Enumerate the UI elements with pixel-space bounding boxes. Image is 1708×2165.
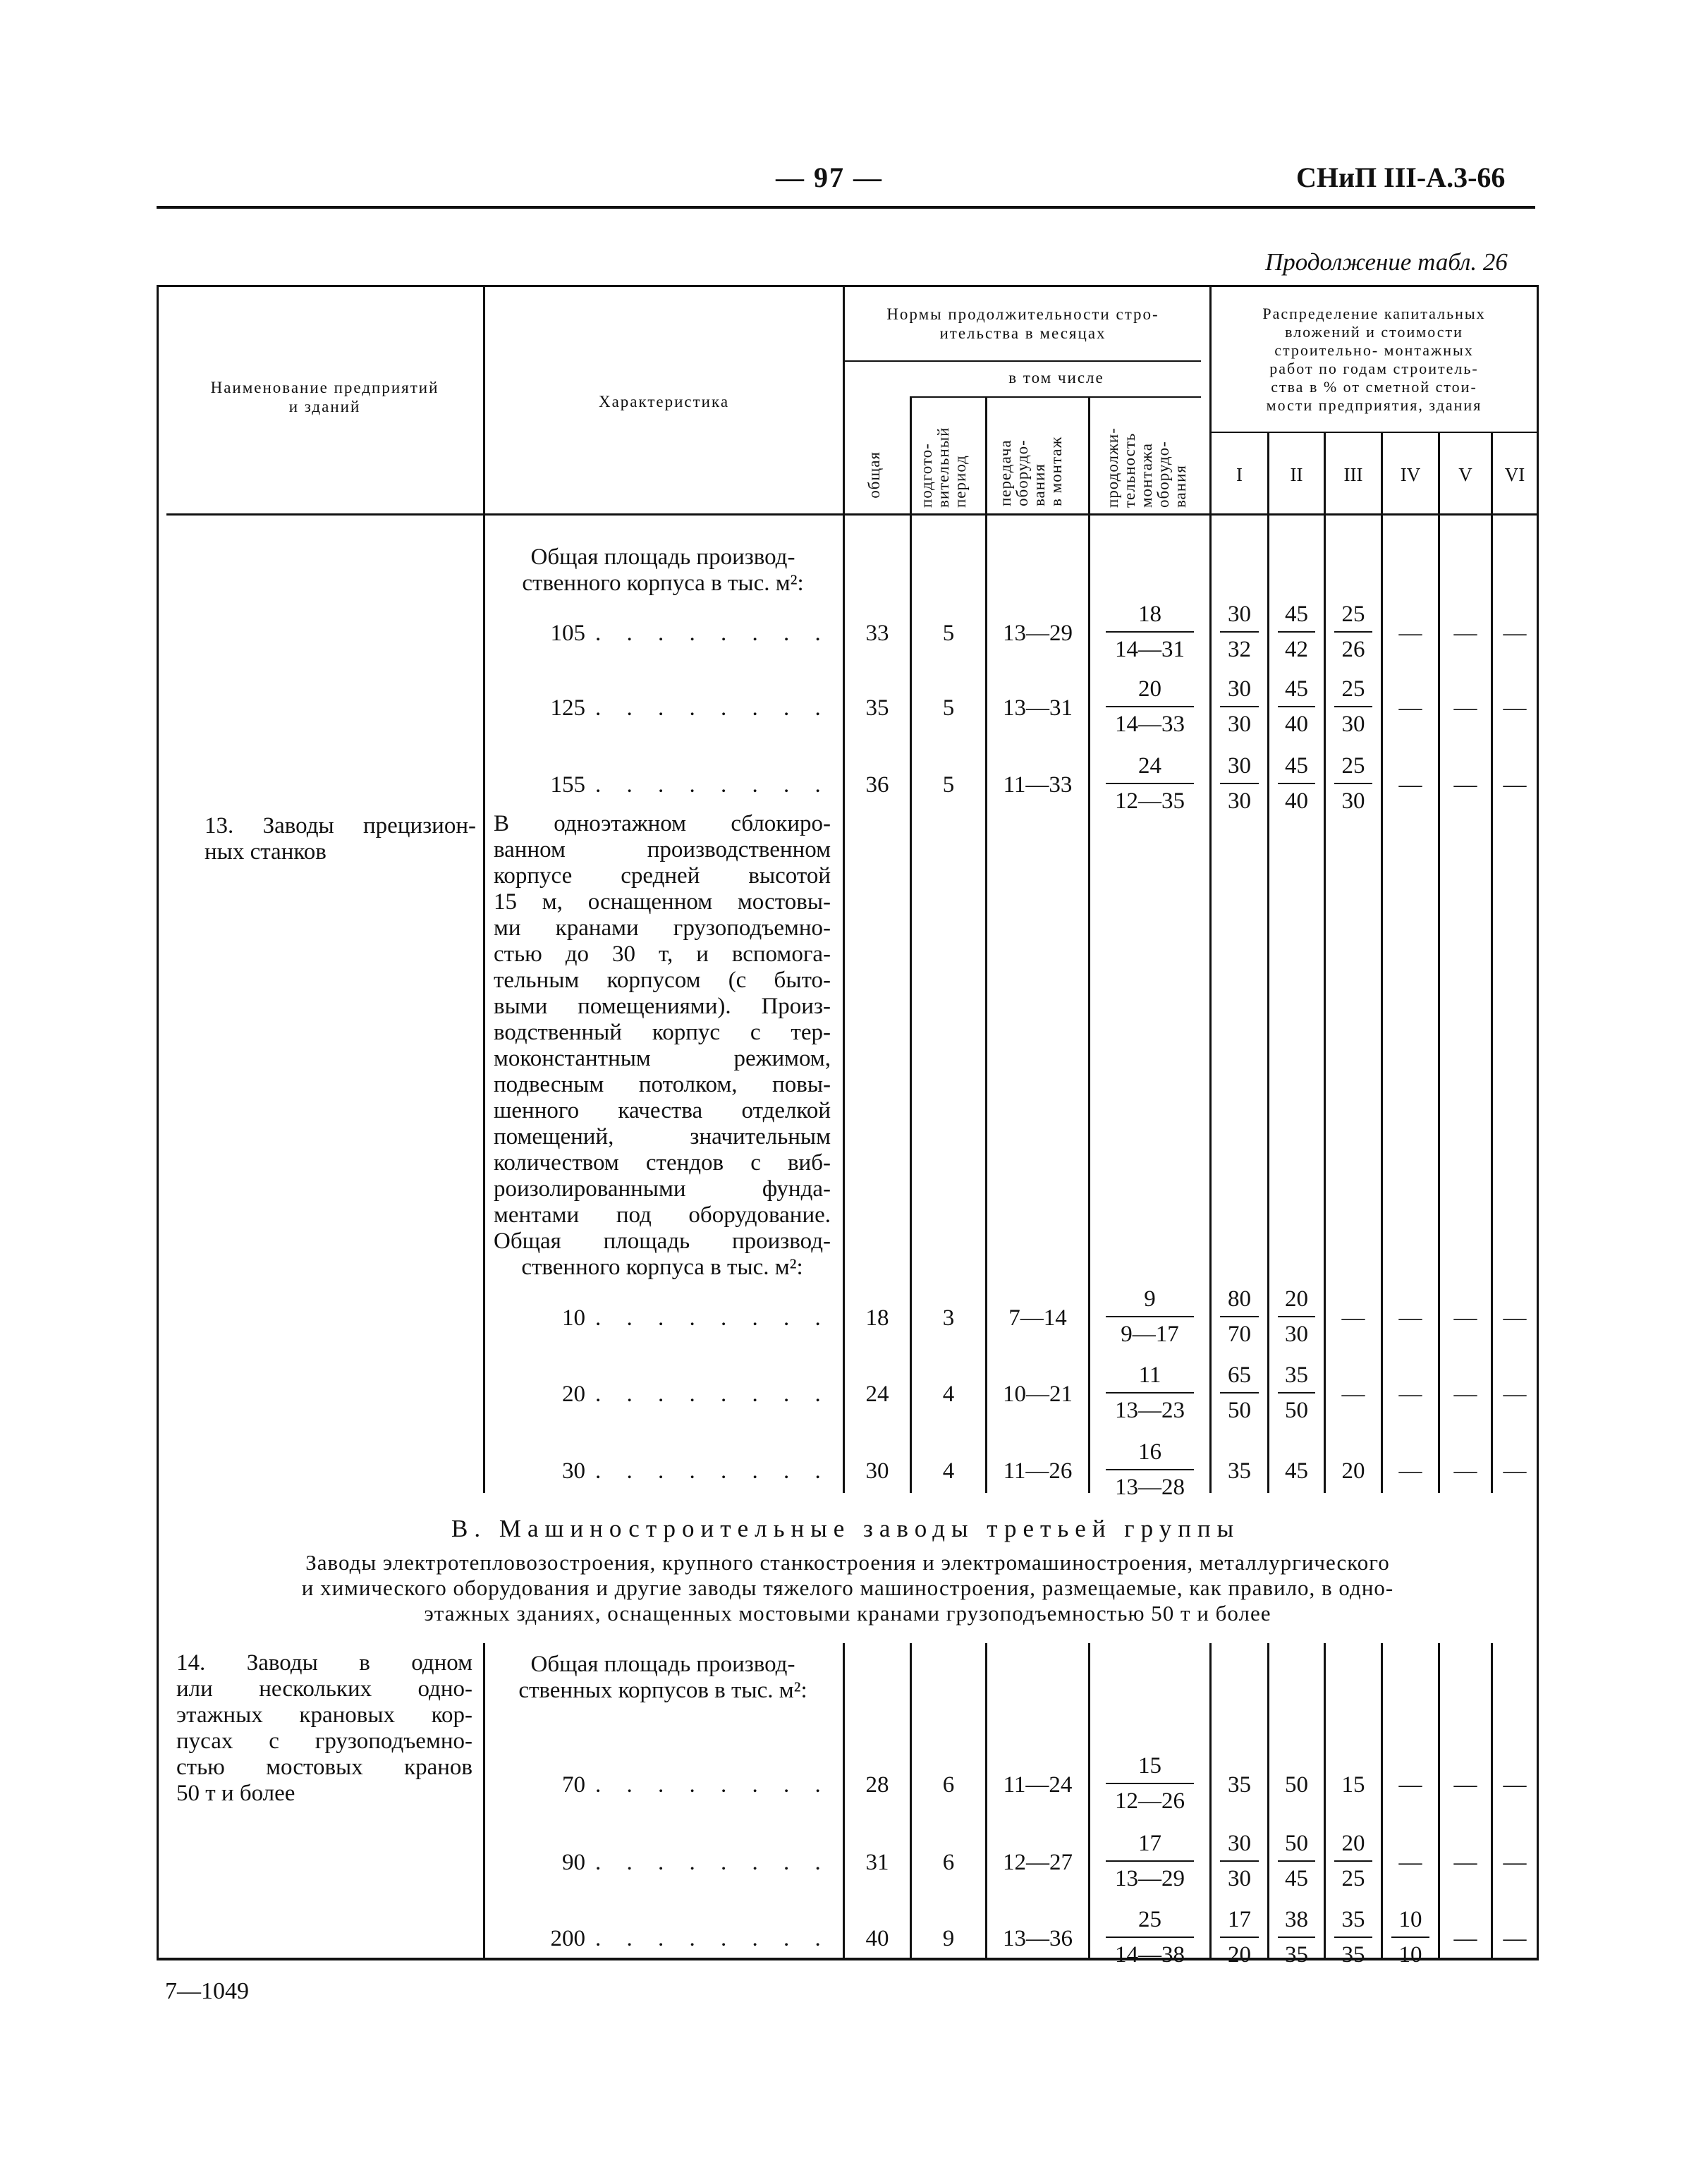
col-line-y6	[1491, 432, 1493, 1493]
transfer-period: 11—26	[1003, 1458, 1073, 1484]
area-number: 200	[550, 1926, 585, 1951]
section-v-desc-line: и химического оборудования и другие заводы тяжелого машиностроения, размещаемые, как правило, в одно-	[301, 1575, 1394, 1600]
y2-top: 35	[1278, 1358, 1315, 1393]
prep-period: 4	[942, 1458, 955, 1484]
year-share-y2	[1278, 1903, 1315, 1972]
sheet-number: 7—1049	[165, 1978, 249, 2004]
year-share-y6: —	[1503, 1926, 1527, 1951]
header-col-prep	[918, 402, 969, 508]
total-duration: 31	[865, 1850, 889, 1875]
year-share-y3: 20	[1341, 1458, 1365, 1484]
y2-bottom: 50	[1285, 1398, 1308, 1423]
desc-line: стью до 30 т, и вспомога-	[494, 941, 831, 967]
col-line-install-2	[1088, 1643, 1090, 1958]
year-share-y4: —	[1398, 1772, 1422, 1798]
total-duration: 28	[865, 1772, 889, 1798]
install-duration	[1106, 1435, 1194, 1504]
year-share-y1	[1220, 597, 1259, 666]
year-share-y2: 50	[1285, 1772, 1308, 1798]
header-distr-title	[1212, 305, 1537, 415]
desc-line: количеством стендов с виб-	[494, 1150, 831, 1176]
year-share-y5: —	[1453, 695, 1477, 721]
y2-top: 45	[1278, 597, 1315, 633]
desc-line: шенного качества отделкой	[494, 1098, 831, 1123]
prep-period: 4	[942, 1382, 955, 1407]
y3-top: 25	[1334, 597, 1372, 633]
section13-name	[205, 813, 476, 865]
header-year-2: II	[1290, 464, 1303, 485]
table-header-bottom	[166, 513, 1539, 516]
install-bottom: 12—35	[1115, 788, 1185, 814]
desc-line: выми помещениями). Произ-	[494, 994, 831, 1019]
col-line-y5-2	[1438, 1643, 1440, 1958]
years-subheader-line	[1212, 432, 1537, 433]
area-number: 20	[562, 1382, 585, 1407]
y1-top: 30	[1220, 672, 1259, 707]
y3-top: 25	[1334, 749, 1372, 784]
desc-line: подвесным потолком, повы-	[494, 1072, 831, 1097]
y3-top: 25	[1334, 672, 1372, 707]
header-col-name	[166, 378, 483, 416]
header-col-install-line: монтажа	[1137, 442, 1155, 508]
header-norms-title	[845, 305, 1201, 343]
y2-top: 50	[1278, 1826, 1315, 1862]
prep-period: 6	[942, 1772, 955, 1798]
header-distr-line: вложений и стоимости	[1285, 323, 1463, 341]
y1-bottom: 20	[1228, 1942, 1251, 1968]
y3-bottom: 30	[1341, 712, 1365, 737]
install-bottom: 12—26	[1115, 1788, 1185, 1814]
incl-subheader-line	[910, 396, 1201, 398]
year-share-y4	[1391, 1903, 1429, 1972]
area-value	[494, 695, 832, 721]
col-line-char	[483, 285, 485, 1493]
dot-leader: . . . . . . . .	[595, 695, 831, 721]
transfer-period: 13—36	[1003, 1926, 1073, 1951]
area-value	[494, 621, 832, 647]
header-col-transfer-line: передача	[996, 439, 1014, 506]
year-share-y6: —	[1503, 1772, 1527, 1798]
year-share-y1	[1220, 1358, 1259, 1427]
header-rule	[157, 206, 1535, 209]
section14-name-line: этажных крановых кор-	[176, 1702, 472, 1728]
y2-bottom: 40	[1285, 712, 1308, 737]
y3-bottom: 35	[1341, 1942, 1365, 1968]
header-year-4: IV	[1400, 464, 1421, 485]
y1-top: 30	[1220, 597, 1259, 633]
year-share-y3: —	[1341, 1305, 1365, 1331]
section14-name-line: 50 т и более	[176, 1781, 295, 1806]
col-line-y2-2	[1267, 1643, 1269, 1958]
area-number: 30	[562, 1458, 585, 1484]
install-duration	[1106, 597, 1194, 666]
header-col-install-line: оборудо-	[1154, 441, 1172, 508]
transfer-period: 13—31	[1003, 695, 1073, 721]
col-line-prep-2	[910, 1643, 912, 1958]
header-col-total: общая	[865, 451, 883, 499]
y2-bottom: 42	[1285, 637, 1308, 662]
year-share-y4: —	[1398, 772, 1422, 798]
install-top: 17	[1106, 1826, 1194, 1862]
header-col-prep-line: подгото-	[917, 443, 935, 508]
header-col-prep-line: период	[951, 455, 969, 508]
section14-name	[176, 1650, 472, 1807]
area-number: 90	[562, 1850, 585, 1875]
section-v-desc-line: этажных зданиях, оснащенных мостовыми кранами грузоподъемностью 50 т и более	[424, 1601, 1271, 1626]
y1-bottom: 30	[1228, 712, 1251, 737]
header-distr-line: Распределение капитальных	[1262, 305, 1486, 322]
year-share-y3	[1334, 672, 1372, 741]
desc-line: ми кранами грузоподъемно-	[494, 915, 831, 941]
desc-line: моконстантным режимом,	[494, 1046, 831, 1071]
area-label-line: Общая площадь производ-	[530, 544, 795, 570]
y1-top: 30	[1220, 1826, 1259, 1862]
y3-bottom: 25	[1341, 1866, 1365, 1891]
install-duration	[1106, 749, 1194, 818]
area-value	[494, 1926, 832, 1952]
area-value	[494, 772, 832, 798]
year-share-y4: —	[1398, 1850, 1422, 1875]
y1-bottom: 30	[1228, 1866, 1251, 1891]
install-bottom: 9—17	[1121, 1322, 1179, 1347]
prep-period: 9	[942, 1926, 955, 1951]
year-share-y3	[1334, 749, 1372, 818]
year-share-y4: —	[1398, 695, 1422, 721]
area-value	[494, 1458, 832, 1484]
transfer-period: 7—14	[1008, 1305, 1067, 1331]
year-share-y5: —	[1453, 1305, 1477, 1331]
year-share-y3	[1334, 1826, 1372, 1896]
area-number: 70	[562, 1772, 585, 1798]
transfer-period: 11—24	[1003, 1772, 1073, 1798]
header-col-install	[1104, 403, 1189, 508]
header-col-transfer-line: в монтаж	[1047, 436, 1065, 506]
section14-name-line: стью мостовых кранов	[176, 1755, 472, 1780]
total-duration: 33	[865, 621, 889, 646]
prep-period: 5	[942, 772, 955, 798]
transfer-period: 11—33	[1003, 772, 1073, 798]
install-top: 18	[1106, 597, 1194, 633]
install-bottom: 14—31	[1115, 637, 1185, 662]
install-bottom: 13—23	[1115, 1398, 1185, 1423]
install-bottom: 13—28	[1115, 1475, 1185, 1500]
y4-top: 10	[1391, 1903, 1429, 1938]
prep-period: 6	[942, 1850, 955, 1875]
y2-top: 45	[1278, 672, 1315, 707]
y1-top: 80	[1220, 1282, 1259, 1317]
col-line-total-2	[843, 1643, 845, 1958]
install-top: 25	[1106, 1903, 1194, 1938]
year-share-y2	[1278, 597, 1315, 666]
document-code: СНиП III-А.3-66	[1296, 161, 1506, 193]
header-norms-line: ительства в месяцах	[939, 324, 1106, 342]
section14-name-line: или нескольких одно-	[176, 1676, 472, 1702]
area-label-line: Общая площадь производ-	[530, 1652, 795, 1677]
prep-period: 5	[942, 695, 955, 721]
dot-leader: . . . . . . . .	[595, 1772, 831, 1798]
year-share-y5: —	[1453, 1382, 1477, 1407]
header-col-install-line: тельность	[1121, 432, 1138, 508]
norms-subheader-line	[843, 360, 1201, 362]
install-top: 9	[1106, 1282, 1194, 1317]
area-value	[494, 1382, 832, 1408]
transfer-period: 10—21	[1003, 1382, 1073, 1407]
section13-description	[494, 811, 831, 1281]
y1-bottom: 70	[1228, 1322, 1251, 1347]
year-share-y1	[1220, 749, 1259, 818]
col-line-install	[1088, 396, 1090, 1493]
year-share-y5: —	[1453, 772, 1477, 798]
desc-line: В одноэтажном сблокиро-	[494, 811, 831, 836]
header-col-transfer-line: оборудо-	[1013, 439, 1031, 506]
install-duration	[1106, 672, 1194, 741]
y1-bottom: 30	[1228, 788, 1251, 814]
year-share-y2	[1278, 749, 1315, 818]
install-bottom: 14—38	[1115, 1942, 1185, 1968]
year-share-y6: —	[1503, 621, 1527, 646]
year-share-y5: —	[1453, 1772, 1477, 1798]
header-distr-line: работ по годам строитель-	[1269, 360, 1479, 377]
year-share-y4: —	[1398, 621, 1422, 646]
year-share-y1: 35	[1228, 1458, 1251, 1484]
total-duration: 35	[865, 695, 889, 721]
year-share-y2: 45	[1285, 1458, 1308, 1484]
install-top: 20	[1106, 672, 1194, 707]
header-col-name-line: Наименование предприятий	[210, 379, 439, 396]
header-year-6: VI	[1504, 464, 1525, 485]
section13-name-line: 13. Заводы прецизион-	[205, 813, 476, 838]
y1-top: 65	[1220, 1358, 1259, 1393]
year-share-y1	[1220, 1826, 1259, 1896]
col-line-y3-2	[1324, 1643, 1326, 1958]
desc-line: Общая площадь производ-	[494, 1228, 831, 1254]
install-duration	[1106, 1826, 1194, 1896]
install-top: 15	[1106, 1749, 1194, 1784]
area-number: 125	[550, 695, 585, 721]
col-line-char-2	[483, 1643, 485, 1958]
year-share-y1: 35	[1228, 1772, 1251, 1798]
area-label-line: ственных корпусов в тыс. м²:	[518, 1678, 807, 1703]
y2-top: 20	[1278, 1282, 1315, 1317]
total-duration: 18	[865, 1305, 889, 1331]
table-right-border	[1537, 285, 1539, 1959]
year-share-y1	[1220, 1903, 1259, 1972]
year-share-y6: —	[1503, 695, 1527, 721]
total-duration: 36	[865, 772, 889, 798]
y3-top: 35	[1334, 1903, 1372, 1938]
area-number: 105	[550, 621, 585, 646]
page-number: — 97 —	[776, 161, 883, 193]
y1-top: 17	[1220, 1903, 1259, 1938]
total-duration: 40	[865, 1926, 889, 1951]
dot-leader: . . . . . . . .	[595, 1305, 831, 1331]
transfer-period: 13—29	[1003, 621, 1073, 646]
dot-leader: . . . . . . . .	[595, 1382, 831, 1407]
desc-line: ментами под оборудование.	[494, 1202, 831, 1228]
y2-top: 45	[1278, 749, 1315, 784]
year-share-y4: —	[1398, 1305, 1422, 1331]
year-share-y5: —	[1453, 621, 1477, 646]
desc-line: ственного корпуса в тыс. м²:	[521, 1255, 803, 1280]
section-v-desc-line: Заводы электротепловозостроения, крупного станкостроения и электромашиностроения, металлургического	[305, 1550, 1390, 1575]
area-number: 155	[550, 772, 585, 798]
header-col-transfer	[997, 408, 1065, 506]
y3-top: 20	[1334, 1826, 1372, 1862]
year-share-y3: 15	[1341, 1772, 1365, 1798]
install-top: 11	[1106, 1358, 1194, 1393]
year-share-y5: —	[1453, 1850, 1477, 1875]
header-col-install-line: вания	[1171, 465, 1189, 508]
section14-name-line: 14. Заводы в одном	[176, 1650, 472, 1676]
area-number: 10	[562, 1305, 585, 1331]
y2-bottom: 45	[1285, 1866, 1308, 1891]
year-share-y1	[1220, 672, 1259, 741]
year-share-y2	[1278, 1358, 1315, 1427]
install-bottom: 13—29	[1115, 1866, 1185, 1891]
desc-line: роизолированными фунда-	[494, 1176, 831, 1202]
y2-bottom: 30	[1285, 1322, 1308, 1347]
area-value	[494, 1850, 832, 1876]
y4-bottom: 10	[1398, 1942, 1422, 1968]
continuation-label: Продолжение табл. 26	[1265, 248, 1508, 276]
year-share-y5: —	[1453, 1458, 1477, 1484]
year-share-y5: —	[1453, 1926, 1477, 1951]
section13-area-label-1	[494, 544, 832, 597]
year-share-y3: —	[1341, 1382, 1365, 1407]
header-distr-line: мости предприятия, здания	[1266, 396, 1482, 414]
install-top: 24	[1106, 749, 1194, 784]
desc-line: помещений, значительным	[494, 1124, 831, 1149]
col-line-y3	[1324, 432, 1326, 1493]
header-year-5: V	[1458, 464, 1472, 485]
area-value	[494, 1305, 832, 1331]
install-duration	[1106, 1749, 1194, 1818]
y1-top: 30	[1220, 749, 1259, 784]
install-bottom: 14—33	[1115, 712, 1185, 737]
header-col-transfer-line: вания	[1030, 463, 1048, 506]
header-year-1: I	[1236, 464, 1243, 485]
desc-line: ванном производственном	[494, 837, 831, 862]
y1-bottom: 32	[1228, 637, 1251, 662]
header-norms-line: Нормы продолжительности стро-	[886, 305, 1159, 323]
section-v-description	[185, 1550, 1511, 1626]
y3-bottom: 30	[1341, 788, 1365, 814]
y2-bottom: 40	[1285, 788, 1308, 814]
header-incl: в том числе	[1008, 369, 1104, 386]
dot-leader: . . . . . . . .	[595, 1458, 831, 1484]
desc-line: тельным корпусом (с быто-	[494, 968, 831, 993]
total-duration: 24	[865, 1382, 889, 1407]
section14-name-line: пусах с грузоподъемно-	[176, 1728, 472, 1754]
year-share-y4: —	[1398, 1458, 1422, 1484]
area-value	[494, 1772, 832, 1798]
section-v-title: В. Машиностроительные заводы третьей группы	[451, 1515, 1240, 1542]
year-share-y3	[1334, 597, 1372, 666]
install-top: 16	[1106, 1435, 1194, 1470]
year-share-y2	[1278, 1826, 1315, 1896]
year-share-y2	[1278, 1282, 1315, 1351]
y1-bottom: 50	[1228, 1398, 1251, 1423]
dot-leader: . . . . . . . .	[595, 621, 831, 646]
section13-name-line: ных станков	[205, 839, 327, 865]
section14-area-label	[494, 1652, 832, 1704]
table-bottom-border	[157, 1958, 1539, 1960]
header-distr-line: ства в % от сметной стои-	[1271, 378, 1477, 396]
table-top-border	[157, 285, 1539, 287]
header-col-prep-line: вительный	[934, 427, 952, 508]
header-distr-line: строительно- монтажных	[1274, 341, 1474, 359]
col-line-y4-2	[1381, 1643, 1383, 1958]
year-share-y4: —	[1398, 1382, 1422, 1407]
header-col-char: Характеристика	[598, 393, 730, 410]
install-duration	[1106, 1903, 1194, 1972]
area-label-line: ственного корпуса в тыс. м²:	[522, 571, 804, 596]
year-share-y2	[1278, 672, 1315, 741]
year-share-y6: —	[1503, 1382, 1527, 1407]
year-share-y6: —	[1503, 772, 1527, 798]
y2-bottom: 35	[1285, 1942, 1308, 1968]
install-duration	[1106, 1358, 1194, 1427]
table-left-border	[157, 285, 159, 1959]
year-share-y3	[1334, 1903, 1372, 1972]
dot-leader: . . . . . . . .	[595, 1926, 831, 1951]
col-line-distr-2	[1209, 1643, 1212, 1958]
dot-leader: . . . . . . . .	[595, 772, 831, 798]
col-line-y5	[1438, 432, 1440, 1493]
header-year-3: III	[1343, 464, 1363, 485]
header-col-name-line: и зданий	[288, 398, 361, 415]
col-line-transfer-2	[985, 1643, 987, 1958]
col-line-y6-2	[1491, 1643, 1493, 1958]
dot-leader: . . . . . . . .	[595, 1850, 831, 1875]
year-share-y6: —	[1503, 1458, 1527, 1484]
y3-bottom: 26	[1341, 637, 1365, 662]
header-col-install-line: продолжи-	[1104, 427, 1121, 508]
desc-line: 15 м, оснащенном мостовы-	[494, 889, 831, 915]
prep-period: 3	[942, 1305, 955, 1331]
desc-line: корпусе средней высотой	[494, 863, 831, 889]
year-share-y6: —	[1503, 1850, 1527, 1875]
year-share-y1	[1220, 1282, 1259, 1351]
prep-period: 5	[942, 621, 955, 646]
year-share-y6: —	[1503, 1305, 1527, 1331]
total-duration: 30	[865, 1458, 889, 1484]
transfer-period: 12—27	[1003, 1850, 1073, 1875]
install-duration	[1106, 1282, 1194, 1351]
col-line-y4	[1381, 432, 1383, 1493]
col-line-y2	[1267, 432, 1269, 1493]
y2-top: 38	[1278, 1903, 1315, 1938]
desc-line: водственный корпус с тер-	[494, 1020, 831, 1045]
